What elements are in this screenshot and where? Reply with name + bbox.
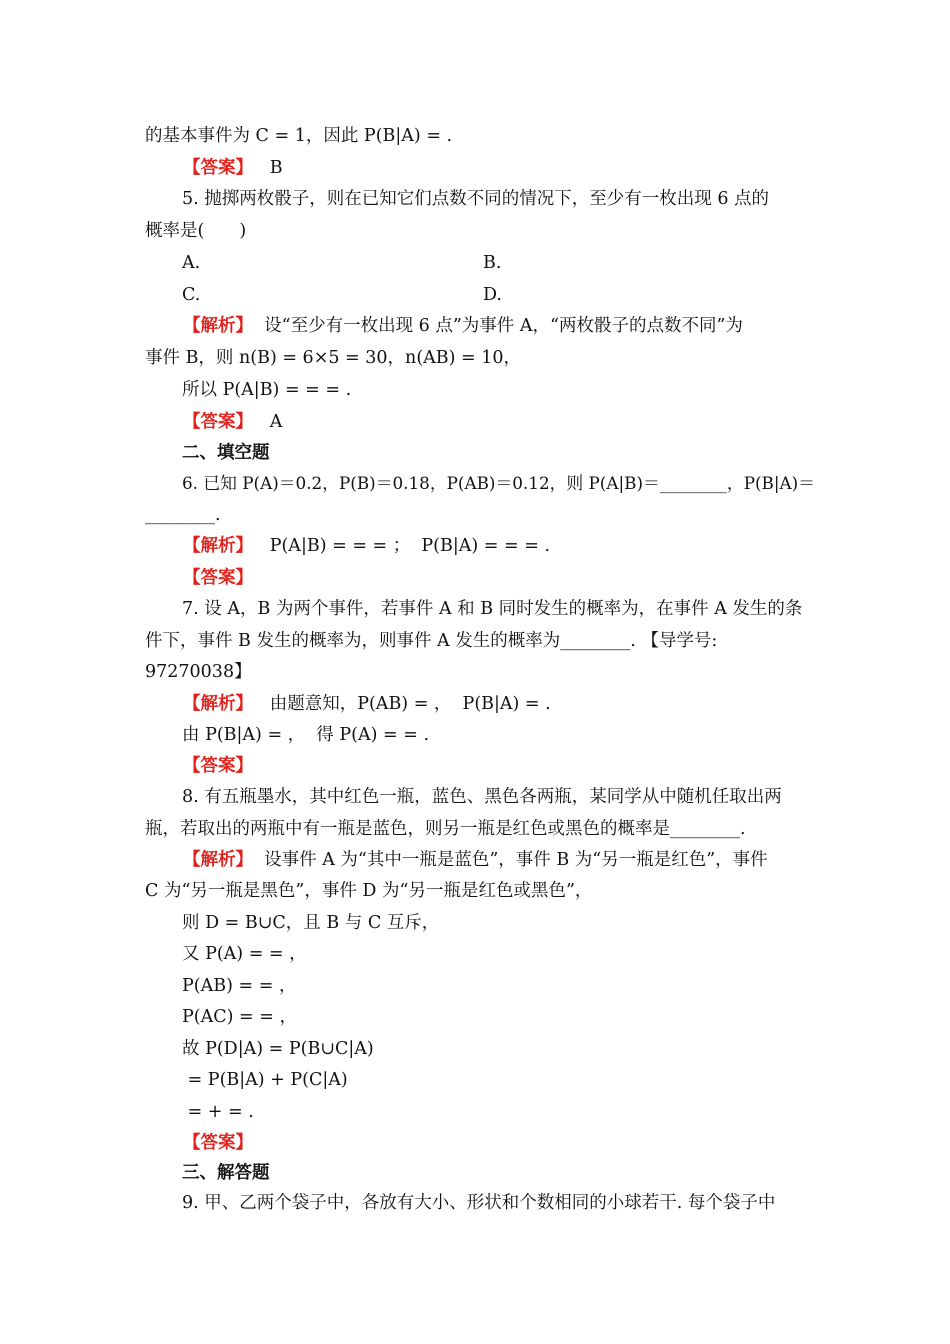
answer-label: 【答案】 [183,568,253,588]
analysis-line: 又 P(A) = = ， [182,944,307,964]
analysis-line: = + = . [182,1102,254,1122]
answer-label: 【答案】 [183,158,253,178]
section-heading: 二、填空题 [182,443,270,463]
question-9: 9. 甲、乙两个袋子中，各放有大小、形状和个数相同的小球若干. 每个袋子中 [182,1193,776,1213]
answer-label: 【答案】 [183,756,253,776]
options-row: A. B. [182,253,502,273]
analysis-label: 【解析】 [183,694,253,714]
question-7-cont: 件下，事件 B 发生的概率为，则事件 A 发生的概率为________. 【导学号: [145,631,718,651]
question-8-cont: 瓶，若取出的两瓶中有一瓶是蓝色，则另一瓶是红色或黑色的概率是________. [145,819,746,839]
analysis-line: C 为“另一瓶是黑色”，事件 D 为“另一瓶是红色或黑色”， [145,881,593,901]
analysis-line: 所以 P(A|B) = = = . [182,380,352,400]
analysis-line: 故 P(D|A) = P(B∪C|A) [182,1039,374,1059]
question-7-cont: 97270038】 [145,662,252,682]
analysis-line: 【解析】 P(A|B) = = = ； P(B|A) = = = . [183,536,551,556]
analysis-label: 【解析】 [183,536,253,556]
options-row: C. D. [182,285,502,305]
analysis-line: 【解析】 设事件 A 为“其中一瓶是蓝色”，事件 B 为“另一瓶是红色”，事件 [183,850,768,870]
analysis-label: 【解析】 [183,850,253,870]
question-6-cont: ________. [145,505,221,525]
question-6: 6. 已知 P(A)＝0.2，P(B)＝0.18，P(AB)＝0.12，则 P(A|B)＝________，P(B|A)＝ [182,473,815,493]
analysis-line: 【解析】 设“至少有一枚出现 6 点”为事件 A，“两枚骰子的点数不同”为 [183,316,743,336]
analysis-line: 事件 B，则 n(B) = 6×5 = 30，n(AB) = 10， [145,348,522,368]
analysis-line: 由 P(B|A) = ， 得 P(A) = = . [182,725,430,745]
analysis-line: 【解析】 由题意知，P(AB) = ， P(B|A) = . [183,694,551,714]
text-line: 的基本事件为 C = 1，因此 P(B|A) = . [145,126,453,146]
answer-label: 【答案】 [183,412,253,432]
question-8: 8. 有五瓶墨水，其中红色一瓶，蓝色、黑色各两瓶，某同学从中随机任取出两 [182,787,782,807]
answer-line: 【答案】 A [183,412,283,432]
section-heading: 三、解答题 [182,1163,270,1183]
answer-line [0,562,950,594]
analysis-line: 则 D = B∪C，且 B 与 C 互斥， [182,913,440,933]
question-5: 5. 抛掷两枚骰子，则在已知它们点数不同的情况下，至少有一枚出现 6 点的 [182,189,770,209]
answer-label: 【答案】 [183,1133,253,1153]
question-7: 7. 设 A，B 为两个事件，若事件 A 和 B 同时发生的概率为，在事件 A 发生的条 [182,599,803,619]
question-5-cont: 概率是( ) [145,221,247,241]
analysis-line: P(AC) = = ， [182,1007,297,1027]
analysis-label: 【解析】 [183,316,253,336]
answer-line: 【答案】 B [183,158,283,178]
analysis-line: = P(B|A) + P(C|A) [182,1070,348,1090]
analysis-line: P(AB) = = ， [182,976,297,996]
answer-line [0,750,950,782]
answer-line [0,1127,950,1159]
